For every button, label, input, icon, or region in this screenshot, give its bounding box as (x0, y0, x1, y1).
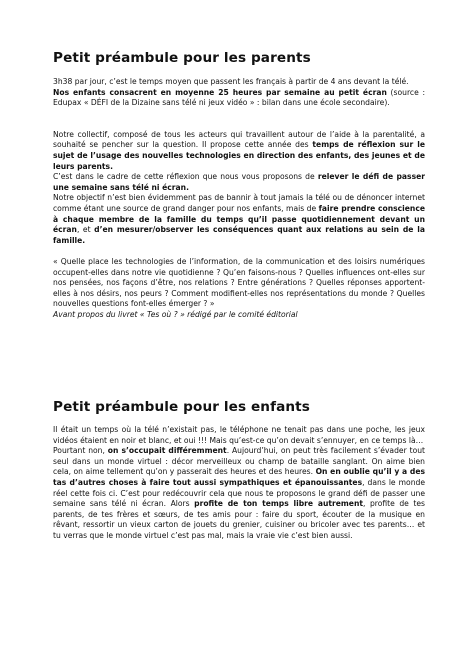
parents-p2b: C’est dans le cadre de cette réflexion que nous vous proposons de (53, 172, 318, 182)
parents-quote-source: Avant propos du livret « Tes où ? » rédigé par le comité éditorial (53, 309, 298, 319)
parents-p1b-rest: (source : Edupax « DÉFI de la Dizaine sans télé ni jeux vidéo » : bilan dans une école secondaire). (53, 87, 425, 108)
enfants-p2c-bold: profite de ton temps libre autrement (194, 499, 363, 509)
enfants-paragraph-2 (53, 446, 425, 541)
parents-p1a: 3h38 par jour, c’est le temps moyen que passent les français à partir de 4 ans devant la télé. (53, 77, 409, 86)
enfants-section (53, 399, 425, 542)
enfants-p2a-bold: on s’occupait différemment (107, 446, 227, 456)
enfants-p2b-bold: On en oublie qu’il y a des tas d’autres choses à faire tout aussi sympathiques et épanouissantes (53, 467, 426, 487)
parents-p2a: Notre collectif, composé de tous les acteurs qui travaillent autour de l’aide à la parentalité, a souhaité se pencher sur la question. Il propose cette année des (53, 129, 425, 150)
parents-section (53, 50, 425, 320)
parents-p2a-bold: temps de réflexion sur le sujet de l’usage des nouvelles technologies en direction des enfants, des jeunes et de leurs parents. (53, 140, 425, 171)
enfants-p2c: , dans le monde réel cette fois ci. C’est pour redécouvrir cela que nous te proposons le grand défi de passer une semaine sans télé ni écran. Alors (53, 477, 425, 509)
parents-paragraph-2 (53, 130, 425, 247)
parents-title: Petit préambule pour les parents (53, 50, 311, 66)
parents-paragraph-1 (53, 77, 425, 109)
parents-quote (53, 257, 425, 321)
enfants-p2a: Pourtant non, (53, 446, 108, 456)
enfants-title: Petit préambule pour les enfants (53, 399, 310, 415)
parents-quote-text: « Quelle place les technologies de l’information, de la communication et des loisirs numériques occupent-elles dans notre vie quotidienne ? Qu’en faisons-nous ? Quelles influences ont-elles sur nos pensées, nos façons d’être, nos relations ? Entre générations ? Quelles réponses apportent-elles à nos désirs, nos peurs ? Comment modifient-elles nos représentations du monde ? Quelles nouvelles questions font-elles émerger ? » (53, 256, 425, 309)
enfants-paragraph-1: Il était un temps où la télé n’existait pas, le téléphone ne tenait pas dans une poche, les jeux vidéos étaient en noir et blanc, et oui !!! Mais qu’est-ce qu’on devait s’ennuyer, en ce temps là… (53, 425, 425, 445)
enfants-p2b: . Aujourd’hui, on peut très facilement s’évader tout seul dans un monde virtuel : décor merveilleux ou champ de bataille sanglant. On aime bien cela, on aime tellement qu’on y passerait des heures et des heures. (53, 446, 425, 477)
parents-p2b-bold: relever le défi de passer une semaine sans télé ni écran. (53, 172, 425, 192)
parents-p1b-bold: Nos enfants consacrent en moyenne 25 heures par semaine au petit écran (53, 87, 387, 97)
parents-p2c-bold-2: d’en mesurer/observer les conséquences quant aux relations au sein de la famille. (53, 225, 425, 245)
parents-p2c-mid: , et (76, 225, 95, 235)
parents-p2c-bold-1: faire prendre conscience à chaque membre de la famille du temps qu’il passe quotidiennement devant un écran (53, 203, 425, 235)
enfants-p2d: , profite de tes parents, de tes frères et sœurs, de tes amis pour : faire du sport, écouter de la musique en rêvant, ressortir un vieux carton de jouets du grenier, cuisiner ou bricoler avec tes parents… et tu verras que le monde virtuel c’est pas mal, mais la vraie vie c’est bien aussi. (53, 499, 425, 540)
parents-p2c: Notre objectif n’est bien évidemment pas de bannir à tout jamais la télé ou de dénoncer internet comme étant une source de grand danger pour nos enfants, mais de (53, 193, 425, 213)
